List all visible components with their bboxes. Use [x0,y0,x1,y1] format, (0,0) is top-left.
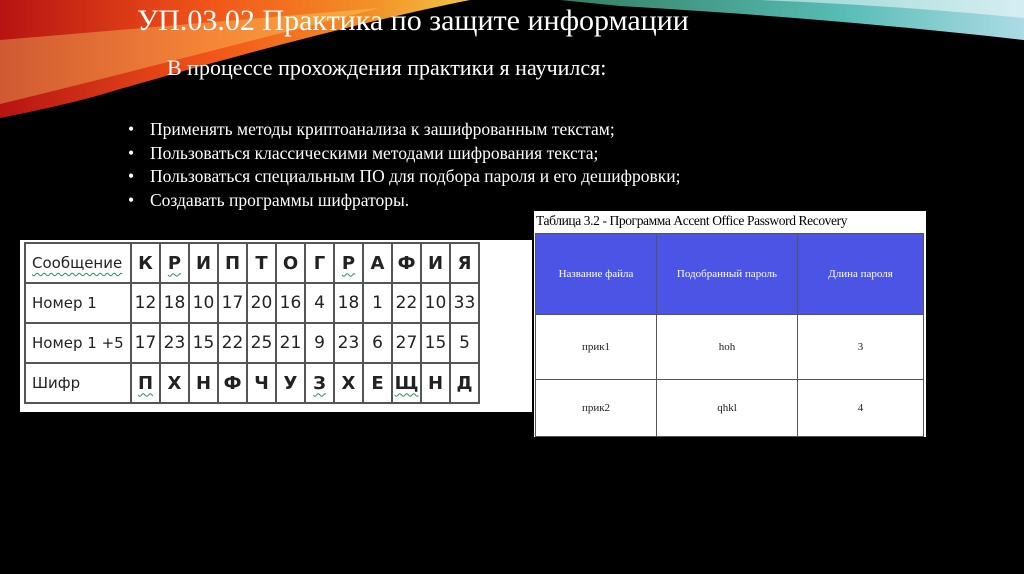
row-header: Шифр [25,363,131,403]
table-cell: Щ [392,363,421,403]
bullet-glyph: • [128,142,135,163]
table-cell: Р [160,243,189,283]
table-cell: П [131,363,160,403]
table-header-row [536,234,924,315]
table-row [25,243,479,283]
table-cell: Х [160,363,189,403]
table-cell: Х [334,363,363,403]
bullet-glyph: • [128,189,135,210]
table-cell: Ф [392,243,421,283]
table-cell: А [363,243,392,283]
bullet-text: Пользоваться специальным ПО для подбора пароля и его дешифровки; [150,166,681,186]
bullet-item [128,189,681,213]
table-cell: Ч [247,363,276,403]
table-cell: 22 [218,323,247,363]
table-cell: Н [189,363,218,403]
password-table-image [534,211,926,437]
password-recovery-table [535,233,924,437]
table-cell: 15 [189,323,218,363]
row-header: Номер 1 +5 [25,323,131,363]
table-cell: 23 [160,323,189,363]
bullet-list [128,118,681,212]
table-cell: 5 [450,323,479,363]
table-cell: 1 [363,283,392,323]
table-cell: прик2 [536,380,657,437]
cipher-table-image [20,240,532,412]
cipher-table [24,242,480,404]
table-row [25,323,479,363]
table-cell: 17 [218,283,247,323]
table-cell: прик1 [536,315,657,380]
bullet-text: Создавать программы шифраторы. [150,189,410,210]
row-header: Номер 1 [25,283,131,323]
table-cell: К [131,243,160,283]
table-cell: О [276,243,305,283]
row-header: Сообщение [25,243,131,283]
table-caption: Таблица 3.2 - Программа Accent Office Password Recovery [536,213,848,228]
table-cell: 25 [247,323,276,363]
table-cell: Г [305,243,334,283]
table-cell: 10 [421,283,450,323]
table-cell: 15 [421,323,450,363]
table-cell: Ф [218,363,247,403]
table-cell: 4 [305,283,334,323]
table-cell: Р [334,243,363,283]
bullet-text: Пользоваться классическими методами шифрования текста; [150,142,599,163]
table-cell: 18 [160,283,189,323]
table-row [25,283,479,323]
bullet-item [128,118,681,142]
table-cell: qhkl [657,380,798,437]
bullet-glyph: • [128,119,135,139]
table-cell: П [218,243,247,283]
column-header: Название файла [536,234,657,315]
table-row [536,315,924,380]
column-header: Подобранный пароль [657,234,798,315]
table-cell: 9 [305,323,334,363]
table-cell: 21 [276,323,305,363]
table-cell: 6 [363,323,392,363]
table-cell: 16 [276,283,305,323]
bullet-item [128,142,681,166]
table-cell: Я [450,243,479,283]
table-cell: У [276,363,305,403]
table-cell: И [189,243,218,283]
table-cell: 20 [247,283,276,323]
bullet-glyph: • [128,166,135,186]
table-cell: 3 [798,315,924,380]
table-cell: hoh [657,315,798,380]
column-header: Длина пароля [798,234,924,315]
table-cell: З [305,363,334,403]
slide-title: УП.03.02 Практика по защите информации [137,4,689,37]
table-cell: 18 [334,283,363,323]
table-cell: 10 [189,283,218,323]
table-cell: 33 [450,283,479,323]
table-cell: Т [247,243,276,283]
table-cell: 22 [392,283,421,323]
table-cell: 27 [392,323,421,363]
table-cell: И [421,243,450,283]
table-row [25,363,479,403]
slide-subtitle: В процессе прохождения практики я научился: [167,55,607,80]
table-cell: 17 [131,323,160,363]
table-cell: 23 [334,323,363,363]
table-row [536,380,924,437]
table-cell: Д [450,363,479,403]
table-cell: 4 [798,380,924,437]
table-cell: 12 [131,283,160,323]
bullet-item [128,165,681,189]
bullet-text: Применять методы криптоанализа к зашифрованным текстам; [150,119,615,139]
table-cell: Н [421,363,450,403]
table-cell: Е [363,363,392,403]
